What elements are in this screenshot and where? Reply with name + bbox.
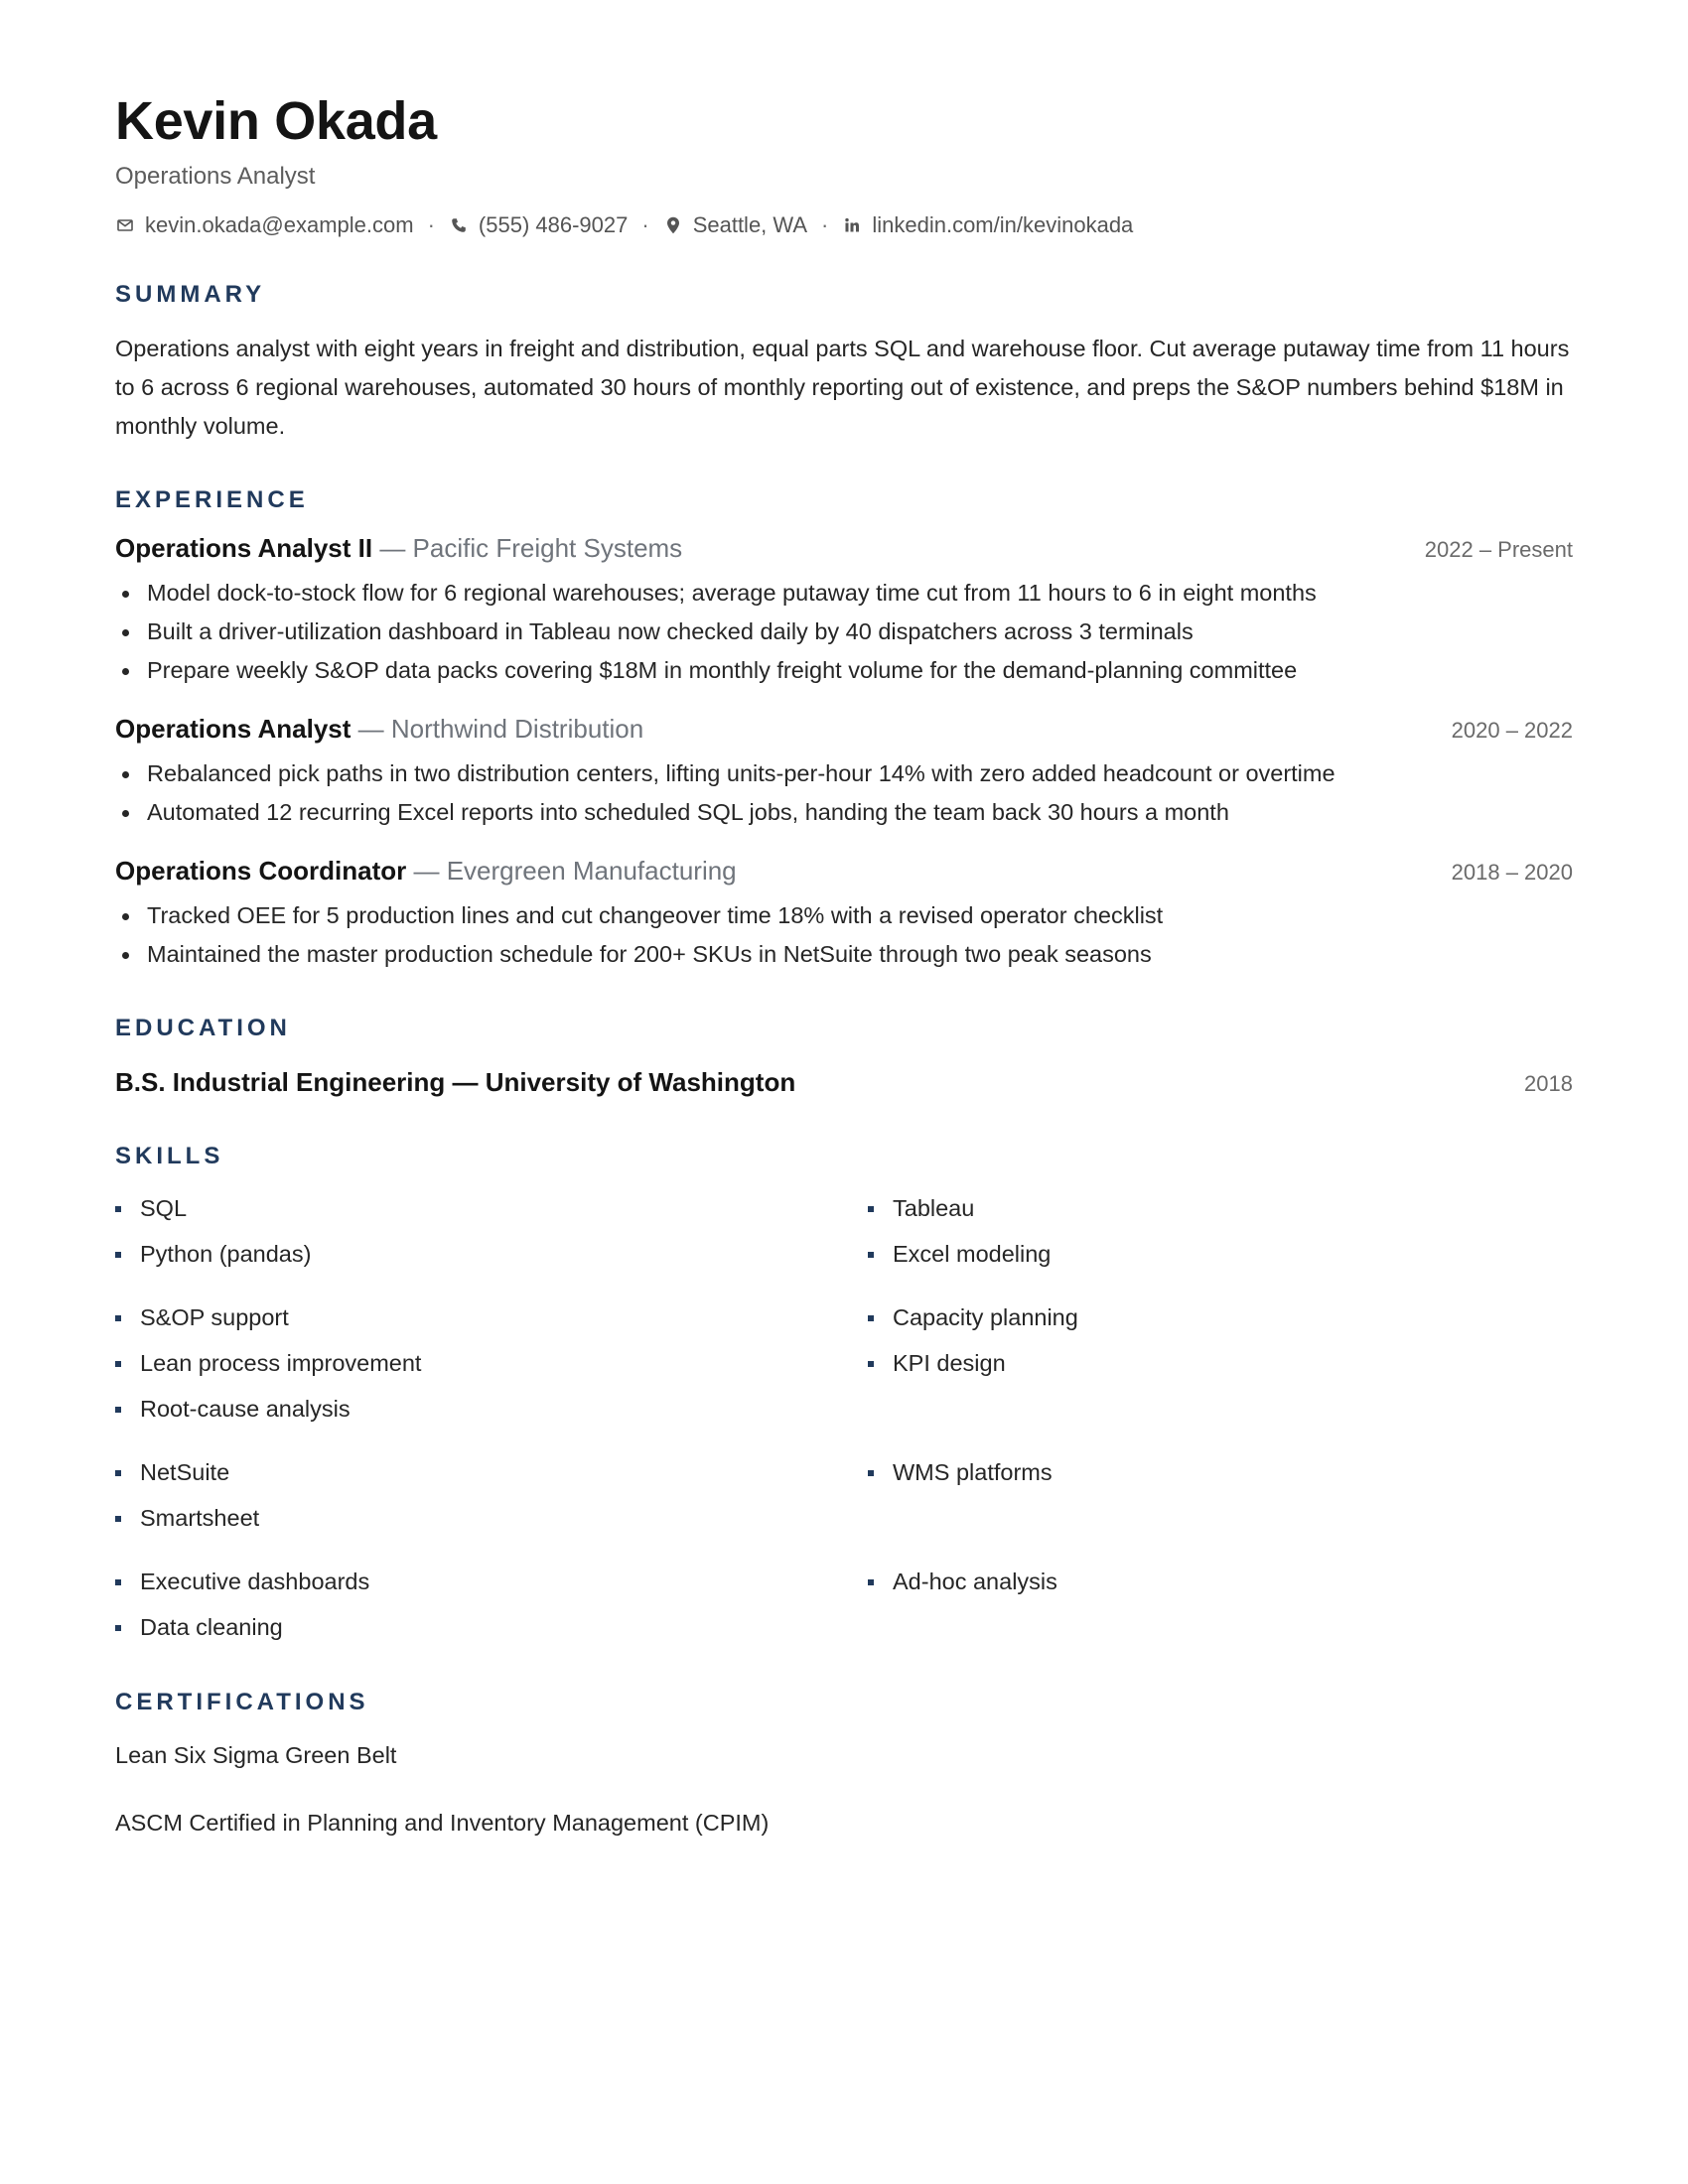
skill-item: Root-cause analysis	[115, 1386, 868, 1432]
certification-item: ASCM Certified in Planning and Inventory Management (CPIM)	[115, 1810, 770, 1836]
linkedin-icon	[842, 215, 862, 235]
location-pin-icon	[663, 215, 683, 235]
skill-item: WMS platforms	[868, 1449, 1573, 1495]
job-entry	[115, 714, 1573, 832]
contact-separator: ·	[821, 212, 829, 237]
experience-heading: EXPERIENCE	[115, 486, 309, 513]
contact-location	[663, 210, 807, 240]
contact-line	[115, 210, 1573, 240]
job-role: Operations Coordinator	[115, 856, 407, 886]
contact-linkedin[interactable]	[842, 210, 1133, 240]
job-entry	[115, 856, 1573, 974]
skill-item: Capacity planning	[868, 1295, 1573, 1340]
skill-group	[115, 1449, 1573, 1541]
skill-item: Executive dashboards	[115, 1559, 868, 1604]
job-role-company	[115, 714, 643, 745]
job-bullet: Built a driver-utilization dashboard in Tableau now checked daily by 40 dispatchers across 3 terminals	[147, 613, 1573, 651]
mail-icon	[115, 215, 135, 235]
job-dates: 2020 – 2022	[1451, 718, 1573, 743]
skill-item: Python (pandas)	[115, 1231, 868, 1277]
job-bullet: Automated 12 recurring Excel reports into scheduled SQL jobs, handing the team back 30 hours a month	[147, 793, 1573, 832]
job-header	[115, 714, 1573, 745]
skill-item: Lean process improvement	[115, 1340, 868, 1386]
job-title: Operations Analyst	[115, 163, 316, 190]
job-entry	[115, 533, 1573, 690]
job-company: — Northwind Distribution	[351, 714, 644, 744]
job-role-company	[115, 856, 737, 887]
skill-item: S&OP support	[115, 1295, 868, 1340]
contact-separator: ·	[427, 212, 435, 237]
phone-icon	[449, 215, 469, 235]
job-dates: 2022 – Present	[1424, 537, 1573, 562]
job-bullet: Tracked OEE for 5 production lines and cut changeover time 18% with a revised operator checklist	[147, 896, 1573, 935]
job-bullet: Maintained the master production schedule for 200+ SKUs in NetSuite through two peak seasons	[147, 935, 1573, 974]
skill-group	[115, 1559, 1573, 1650]
job-bullets	[115, 896, 1573, 974]
skills-heading: SKILLS	[115, 1143, 224, 1169]
education-heading: EDUCATION	[115, 1015, 291, 1041]
education-year: 2018	[1524, 1071, 1573, 1096]
skill-item: Ad-hoc analysis	[868, 1559, 1573, 1604]
job-company: — Evergreen Manufacturing	[406, 856, 737, 886]
skill-item: NetSuite	[115, 1449, 868, 1495]
job-role: Operations Analyst	[115, 714, 352, 744]
summary-text: Operations analyst with eight years in freight and distribution, equal parts SQL and warehouse floor. Cut average putaway time from 11 hours to 6 across 6 regional warehouses, automated 30 hours of monthly reporting out of existence, and preps the S&OP numbers behind $18M in monthly volume.	[115, 336, 1570, 439]
certification-item: Lean Six Sigma Green Belt	[115, 1742, 397, 1768]
job-bullet: Rebalanced pick paths in two distribution centers, lifting units-per-hour 14% with zero added headcount or overtime	[147, 754, 1573, 793]
job-role: Operations Analyst II	[115, 533, 373, 563]
skill-group	[115, 1185, 1573, 1277]
skills-list	[115, 1185, 1573, 1650]
job-bullet: Model dock-to-stock flow for 6 regional warehouses; average putaway time cut from 11 hours to 6 in eight months	[147, 574, 1573, 613]
contact-separator: ·	[641, 212, 649, 237]
contact-phone[interactable]	[449, 210, 628, 240]
education-degree: B.S. Industrial Engineering — University of Washington	[115, 1067, 796, 1097]
location-text: Seattle, WA	[692, 212, 808, 237]
skill-item: Tableau	[868, 1185, 1573, 1231]
email-text: kevin.okada@example.com	[145, 212, 414, 237]
contact-email[interactable]	[115, 210, 414, 240]
certifications-heading: CERTIFICATIONS	[115, 1689, 369, 1715]
job-bullets	[115, 754, 1573, 832]
skill-item: Data cleaning	[115, 1604, 868, 1650]
skill-item: KPI design	[868, 1340, 1573, 1386]
linkedin-text: linkedin.com/in/kevinokada	[872, 212, 1134, 237]
job-role-company	[115, 533, 682, 564]
skill-item: Excel modeling	[868, 1231, 1573, 1277]
job-bullet: Prepare weekly S&OP data packs covering $18M in monthly freight volume for the demand-planning committee	[147, 651, 1573, 690]
skill-item: Smartsheet	[115, 1495, 868, 1541]
education-entry	[115, 1067, 1573, 1098]
candidate-name: Kevin Okada	[115, 91, 437, 151]
job-header	[115, 856, 1573, 887]
skill-item: SQL	[115, 1185, 868, 1231]
job-header	[115, 533, 1573, 564]
job-bullets	[115, 574, 1573, 690]
summary-heading: SUMMARY	[115, 281, 266, 308]
skill-group	[115, 1295, 1573, 1432]
job-dates: 2018 – 2020	[1451, 860, 1573, 885]
job-company: — Pacific Freight Systems	[372, 533, 683, 563]
phone-text: (555) 486-9027	[478, 212, 629, 237]
